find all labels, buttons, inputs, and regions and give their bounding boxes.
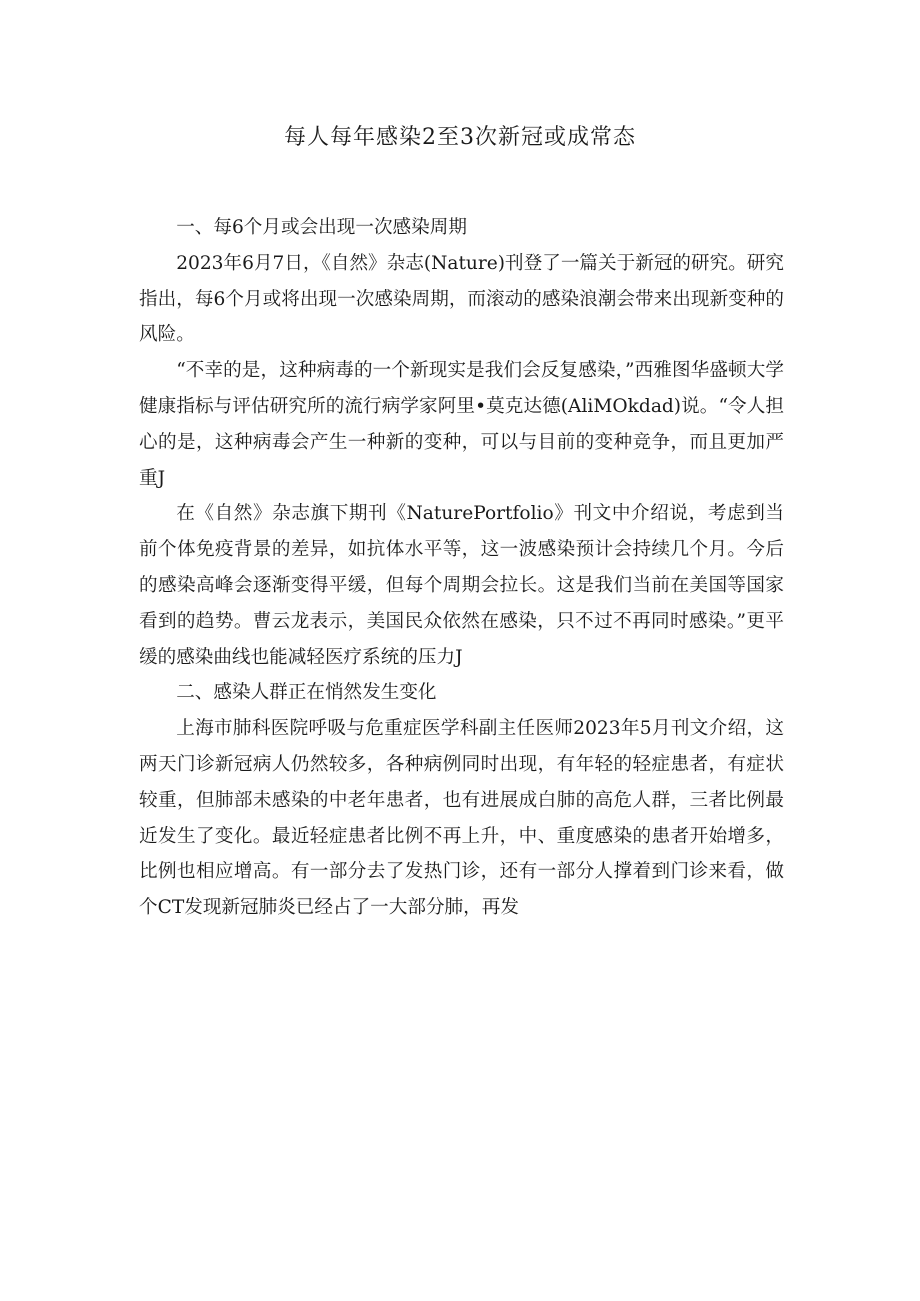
section-heading-1: 一、每6个月或会出现一次感染周期 [176, 217, 467, 238]
paragraph-mokdad-quote: “不幸的是，这种病毒的一个新现实是我们会反复感染，”西雅图华盛顿大学健康指标与评估研究所的流行病学家阿里•莫克达德(AliMOkdad)说。“令人担心的是，这种病毒会产生一种新的变种，可以与目前的变种竞争，而且更加严重J [139, 360, 784, 489]
document-title: 每人每年感染2至3次新冠或成常态 [284, 125, 636, 150]
paragraph-nature-portfolio: 在《自然》杂志旗下期刊《NaturePortfolio》刊文中介绍说，考虑到当前个体免疫背景的差异，如抗体水平等，这一波感染预计会持续几个月。今后的感染高峰会逐渐变得平缓，但每个周期会拉长。这是我们当前在美国等国家看到的趋势。曹云龙表示，美国民众依然在感染，只不过不再同时感染。”更平缓的感染曲线也能减轻医疗系统的压力J [139, 503, 784, 668]
paragraph-shanghai-hospital: 上海市肺科医院呼吸与危重症医学科副主任医师2023年5月刊文介绍，这两天门诊新冠病人仍然较多，各种病例同时出现，有年轻的轻症患者，有症状较重，但肺部未感染的中老年患者，也有进展成白肺的高危人群，三者比例最近发生了变化。最近轻症患者比例不再上升，中、重度感染的患者开始增多，比例也相应增高。有一部分去了发热门诊，还有一部分人撑着到门诊来看，做个CT发现新冠肺炎已经占了一大部分肺，再发 [139, 718, 784, 919]
document-body [139, 210, 784, 926]
section-heading-2: 二、感染人群正在悄然发生变化 [176, 682, 437, 704]
paragraph-nature-study: 2023年6月7日，《自然》杂志(Nature)刊登了一篇关于新冠的研究。研究指出，每6个月或将出现一次感染周期，而滚动的感染浪潮会带来出现新变种的风险。 [139, 252, 784, 346]
